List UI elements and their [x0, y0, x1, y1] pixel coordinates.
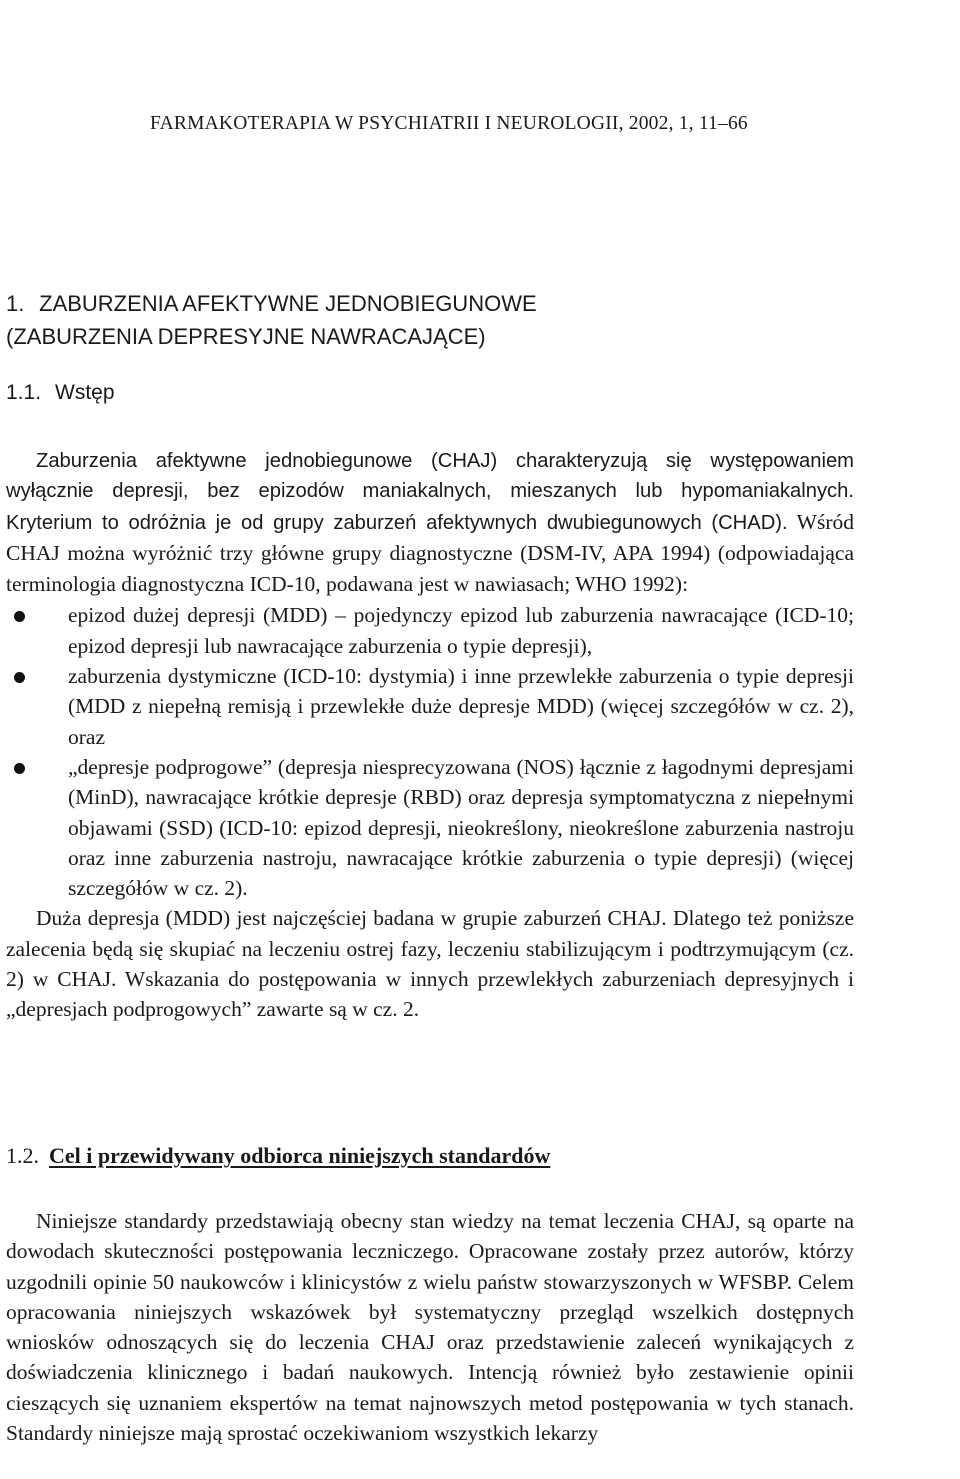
section-heading-purpose: [6, 1143, 550, 1169]
section-title: Wstęp: [55, 381, 115, 404]
list-item-text: zaburzenia dystymiczne (ICD-10: dystymia) i inne przewlekłe zaburzenia o typie depresji (MDD z niepełną remisją i przewlekłe duże depresje MDD) (więcej szczegółów w cz. 2), oraz: [68, 664, 854, 749]
section-heading-intro: [6, 381, 115, 405]
list-item-text: „depresje podprogowe” (depresja niesprecyzowana (NOS) łącznie z łagodnymi depresjami (MinD), nawracające krótkie depresje (RBD) oraz depresja symptomatyczna z niepełnymi objawami (SSD) (ICD-10: epizod depresji, nieokreślony, nieokreślone zaburzenia nastroju oraz inne zaburzenia nastroju, nawracające krótkie zaburzenia o typie depresji) (więcej szczegółów w cz. 2).: [68, 754, 854, 901]
intro-serif-text: Wśród CHAJ można wyróżnić trzy główne grupy diagnostyczne (DSM-IV, APA 1994) (odpowiadająca terminologia diagnostyczna ICD-10, podawana jest w nawiasach; WHO 1992):: [6, 509, 854, 597]
intro-paragraph: [6, 446, 854, 600]
chapter-number: 1.: [6, 291, 25, 316]
chapter-title: [6, 287, 537, 353]
section-number: 1.2.: [6, 1143, 39, 1168]
chapter-title-text-1: ZABURZENIA AFEKTYWNE JEDNOBIEGUNOWE: [39, 291, 537, 316]
journal-header: FARMAKOTERAPIA W PSYCHIATRII I NEUROLOGII, 2002, 1, 11–66: [150, 113, 748, 134]
diagnostic-groups-list: [6, 600, 854, 903]
chapter-title-line1: [6, 287, 537, 320]
list-item: [6, 661, 854, 752]
section-number: 1.1.: [6, 381, 42, 404]
list-item-text: epizod dużej depresji (MDD) – pojedynczy epizod lub zaburzenia nawracające (ICD-10; epizod depresji lub nawracające zaburzenia o typie depresji),: [68, 603, 854, 658]
bullet-icon: [14, 611, 25, 622]
intro-block: [6, 446, 854, 1025]
chapter-title-line2: (ZABURZENIA DEPRESYJNE NAWRACAJĄCE): [6, 324, 486, 349]
section-title: Cel i przewidywany odbiorca niniejszych standardów: [49, 1143, 551, 1168]
intro-sans-text: Zaburzenia afektywne jednobiegunowe (CHAJ) charakteryzują się występowaniem wyłącznie depresji, bez epizodów maniakalnych, mieszanych lub hypomaniakalnych. Kryterium to odróżnia je od grupy zaburzeń afektywnych dwubiegunowych (CHAD).: [6, 450, 854, 534]
closing-paragraph: Duża depresja (MDD) jest najczęściej badana w grupie zaburzeń CHAJ. Dlatego też poniższe zalecenia będą się skupiać na leczeniu ostrej fazy, leczeniu stabilizującym i podtrzymującym (cz. 2) w CHAJ. Wskazania do postępowania w innych przewlekłych zaburzeniach depresyjnych i „depresjach podprogowych” zawarte są w cz. 2.: [6, 906, 854, 1022]
purpose-paragraph: Niniejsze standardy przedstawiają obecny stan wiedzy na temat leczenia CHAJ, są oparte na dowodach skuteczności postępowania leczniczego. Opracowane zostały przez autorów, którzy uzgodnili opinie 50 naukowców i klinicystów z wielu państw stowarzyszonych w WFSBP. Celem opracowania niniejszych wskazówek był systematyczny przegląd wszelkich dostępnych wniosków odnoszących się do leczenia CHAJ oraz przedstawienie zaleceń wynikających z doświadczenia klinicznego i badań naukowych. Intencją również było zestawienie opinii cieszących się uznaniem ekspertów na temat najnowszych metod postępowania w tych stanach. Standardy niniejsze mają sprostać oczekiwaniom wszystkich lekarzy: [6, 1209, 854, 1446]
list-item: [6, 752, 854, 903]
bullet-icon: [14, 672, 25, 683]
bullet-icon: [14, 763, 25, 774]
list-item: [6, 600, 854, 661]
